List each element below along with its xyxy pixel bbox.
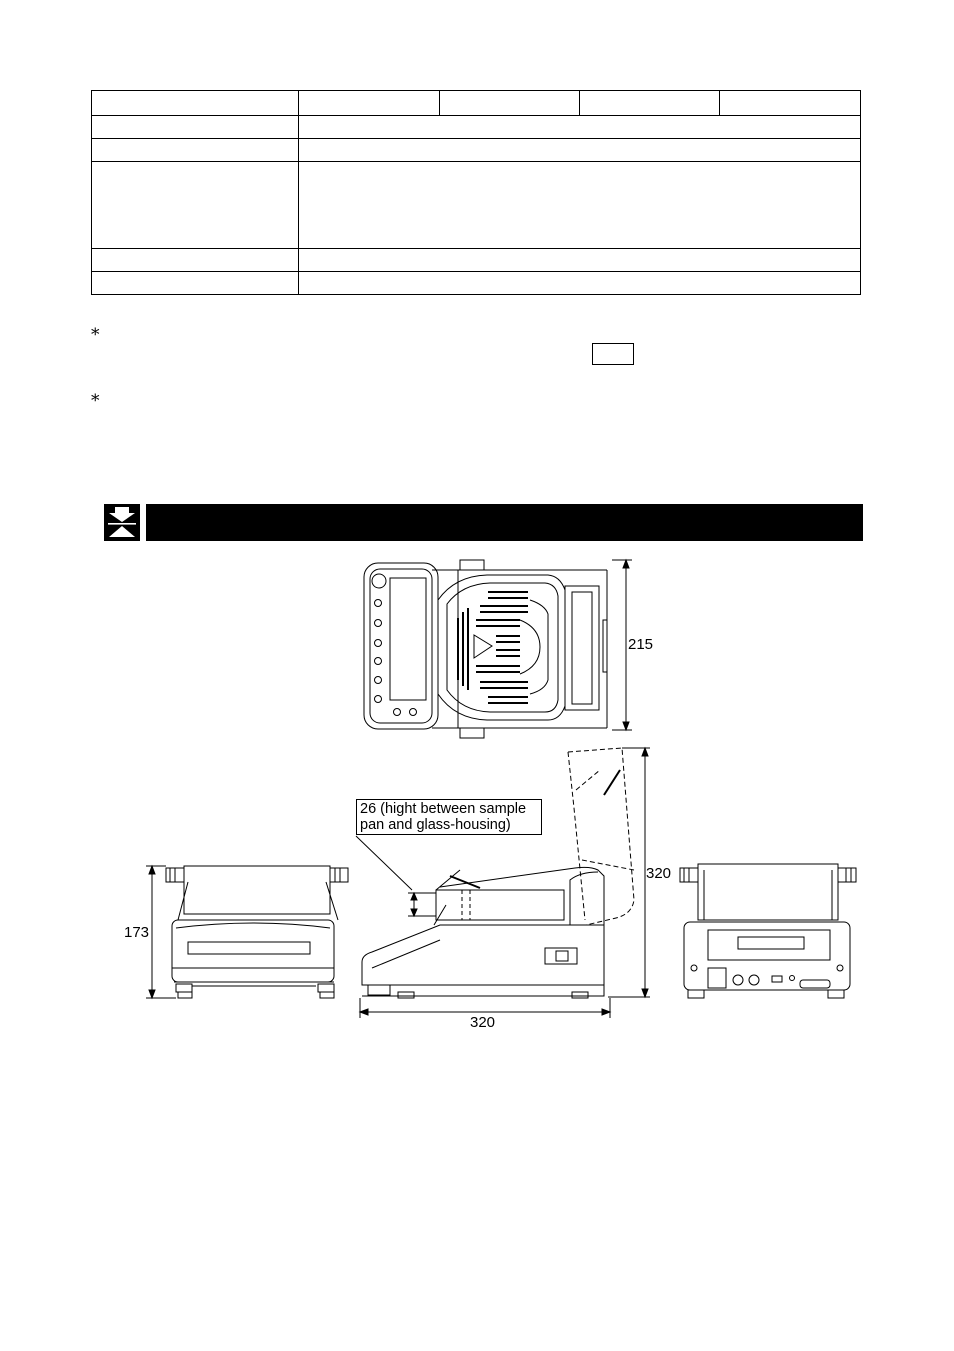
side-view — [356, 748, 650, 1018]
dimension-depth-label: 215 — [628, 636, 654, 653]
dimension-width-label: 320 — [470, 1014, 496, 1031]
rear-view — [680, 864, 856, 998]
dimension-height-label: 320 — [646, 865, 672, 882]
note-asterisk: * — [91, 391, 100, 411]
front-view — [146, 866, 348, 998]
top-view — [364, 560, 632, 738]
callout-line-2: pan and glass-housing) — [360, 817, 511, 833]
pan-gap-callout — [356, 799, 542, 835]
dimension-front-height-label: 173 — [124, 924, 150, 941]
callout-line-1: 26 (hight between sample — [360, 801, 527, 817]
note-asterisk: * — [91, 325, 100, 345]
